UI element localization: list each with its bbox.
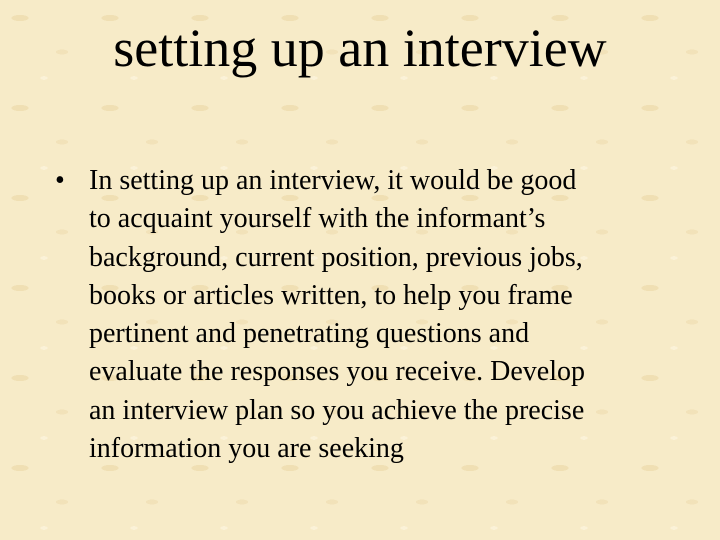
bullet-line: background, current position, previous jobs,	[89, 241, 583, 273]
bullet-marker: •	[55, 165, 65, 196]
bullet-line: to acquaint yourself with the informant’s	[89, 203, 546, 235]
bullet-list	[55, 162, 675, 468]
bullet-text	[89, 165, 585, 464]
slide-title: setting up an interview	[113, 18, 607, 78]
bullet-line: pertinent and penetrating questions and	[89, 318, 530, 350]
bullet-item	[55, 162, 675, 468]
bullet-line: evaluate the responses you receive. Develop	[89, 356, 586, 388]
bullet-line: In setting up an interview, it would be good	[89, 165, 577, 196]
bullet-line: information you are seeking	[89, 433, 404, 465]
bullet-line: an interview plan so you achieve the precise	[89, 394, 585, 426]
bullet-line: books or articles written, to help you frame	[89, 279, 573, 311]
